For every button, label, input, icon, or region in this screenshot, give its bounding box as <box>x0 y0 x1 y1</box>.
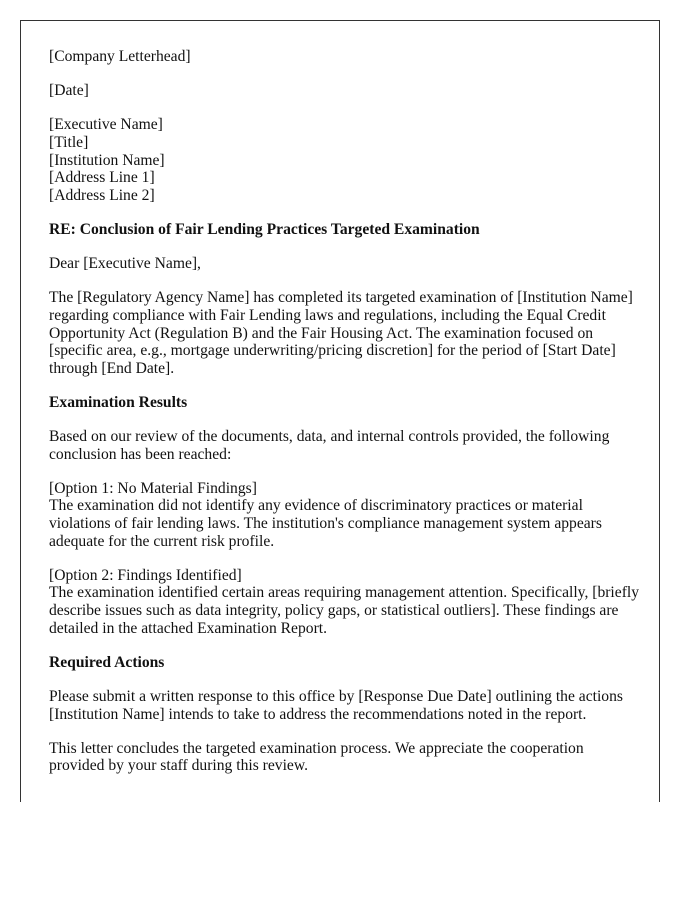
required-actions-text: Please submit a written response to this office by [Response Due Date] outlining the actions [Institution Name] intends to take to address the recommendations noted in the report. <box>49 687 623 723</box>
option-2-block <box>49 567 639 637</box>
subject-line: RE: Conclusion of Fair Lending Practices Targeted Examination <box>49 220 480 238</box>
results-intro: Based on our review of the documents, data, and internal controls provided, the following conclusion has been reached: <box>49 428 610 463</box>
recipient-address-line-2: [Address Line 2] <box>49 186 155 204</box>
section-heading-required-actions: Required Actions <box>49 653 165 671</box>
letter-page <box>20 20 660 802</box>
intro-paragraph: The [Regulatory Agency Name] has completed its targeted examination of [Institution Name] regarding compliance with Fair Lending laws and regulations, including the Equal Credit Opportunity Act (Regulation B) and the Fair Housing Act. The examination focused on [specific area, e.g., mortgage underwriting/pricing discretion] for the period of [Start Date] through [End Date]. <box>49 289 633 377</box>
recipient-institution: [Institution Name] <box>49 151 165 169</box>
recipient-address-line-1: [Address Line 1] <box>49 169 155 187</box>
recipient-address-block <box>49 116 639 204</box>
option-1-text: The examination did not identify any evidence of discriminatory practices or material violations of fair lending laws. The institution's compliance management system appears adequate for the current risk profile. <box>49 497 602 550</box>
closing-paragraph: This letter concludes the targeted examination process. We appreciate the cooperation provided by your staff during this review. <box>49 739 584 775</box>
letterhead: [Company Letterhead] <box>49 48 191 65</box>
letter-date: [Date] <box>49 82 89 100</box>
recipient-name: [Executive Name] <box>49 116 163 134</box>
option-2-label: [Option 2: Findings Identified] <box>49 566 242 584</box>
letter-body <box>49 48 639 792</box>
option-1-label: [Option 1: No Material Findings] <box>49 479 257 497</box>
option-2-text: The examination identified certain areas requiring management attention. Specifically, [briefly describe issues such as data integrity, policy gaps, or statistical outliers]. These findings are detailed in the attached Examination Report. <box>49 584 640 637</box>
recipient-title: [Title] <box>49 133 89 151</box>
section-heading-examination-results: Examination Results <box>49 393 188 411</box>
salutation: Dear [Executive Name], <box>49 255 201 273</box>
option-1-block <box>49 480 639 550</box>
